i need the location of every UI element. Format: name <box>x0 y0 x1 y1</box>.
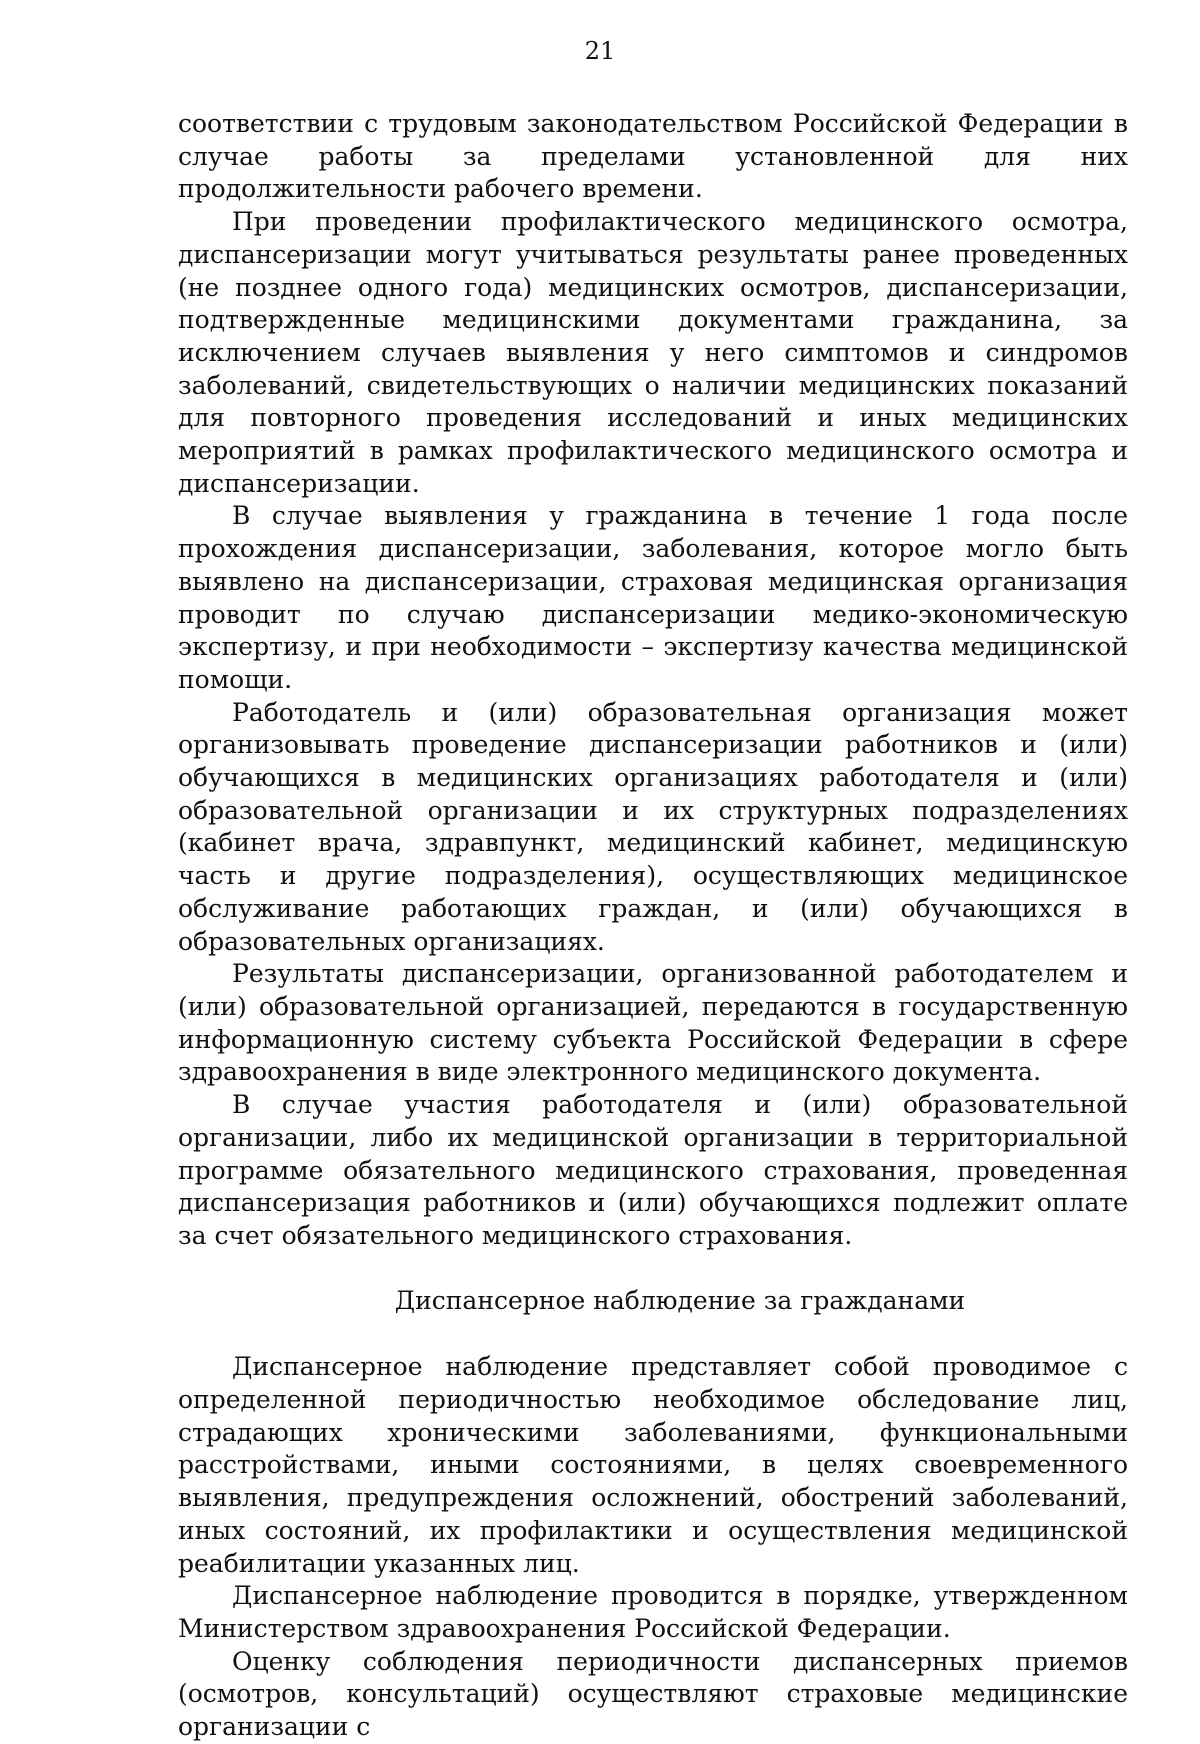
paragraph: Работодатель и (или) образовательная организация может организовывать проведение диспансеризации работников и (или) обучающихся в медицинских организациях работодателя и (или) образовательной организации и их структурных подразделениях (кабинет врача, здравпункт, медицинский кабинет, медицинскую часть и другие подразделения), осуществляющих медицинское обслуживание работающих граждан, и (или) обучающихся в образовательных организациях. <box>178 697 1128 956</box>
paragraph: При проведении профилактического медицинского осмотра, диспансеризации могут учитываться результаты ранее проведенных (не позднее одного года) медицинских осмотров, диспансеризации, подтвержденные медицинскими документами гражданина, за исключением случаев выявления у него симптомов и синдромов заболеваний, свидетельствующих о наличии медицинских показаний для повторного проведения исследований и иных медицинских мероприятий в рамках профилактического медицинского осмотра и диспансеризации. <box>178 207 1128 498</box>
page-number: 21 <box>584 37 616 65</box>
document-body <box>178 108 1128 1744</box>
paragraph: Результаты диспансеризации, организованной работодателем и (или) образовательной организацией, передаются в государственную информационную систему субъекта Российской Федерации в сфере здравоохранения в виде электронного медицинского документа. <box>178 959 1128 1087</box>
paragraph: соответствии с трудовым законодательством Российской Федерации в случае работы за пределами установленной для них продолжительности рабочего времени. <box>178 109 1128 204</box>
paragraph: Оценку соблюдения периодичности диспансерных приемов (осмотров, консультаций) осуществляют страховые медицинские организации с <box>178 1646 1128 1742</box>
paragraph: Диспансерное наблюдение представляет собой проводимое с определенной периодичностью необходимое обследование лиц, страдающих хроническими заболеваниями, функциональными расстройствами, иными состояниями, в целях своевременного выявления, предупреждения осложнений, обострений заболеваний, иных состояний, их профилактики и осуществления медицинской реабилитации указанных лиц. <box>178 1352 1128 1578</box>
paragraph: В случае участия работодателя и (или) образовательной организации, либо их медицинской организации в территориальной программе обязательного медицинского страхования, проведенная диспансеризация работников и (или) обучающихся подлежит оплате за счет обязательного медицинского страхования. <box>178 1090 1128 1250</box>
paragraph: Диспансерное наблюдение проводится в порядке, утвержденном Министерством здравоохранения Российской Федерации. <box>178 1581 1128 1643</box>
section-title: Диспансерное наблюдение за гражданами <box>394 1285 966 1315</box>
paragraph: В случае выявления у гражданина в течение 1 года после прохождения диспансеризации, заболевания, которое могло быть выявлено на диспансеризации, страховая медицинская организация проводит по случаю диспансеризации медико-экономическую экспертизу, и при необходимости – экспертизу качества медицинской помощи. <box>178 501 1128 694</box>
